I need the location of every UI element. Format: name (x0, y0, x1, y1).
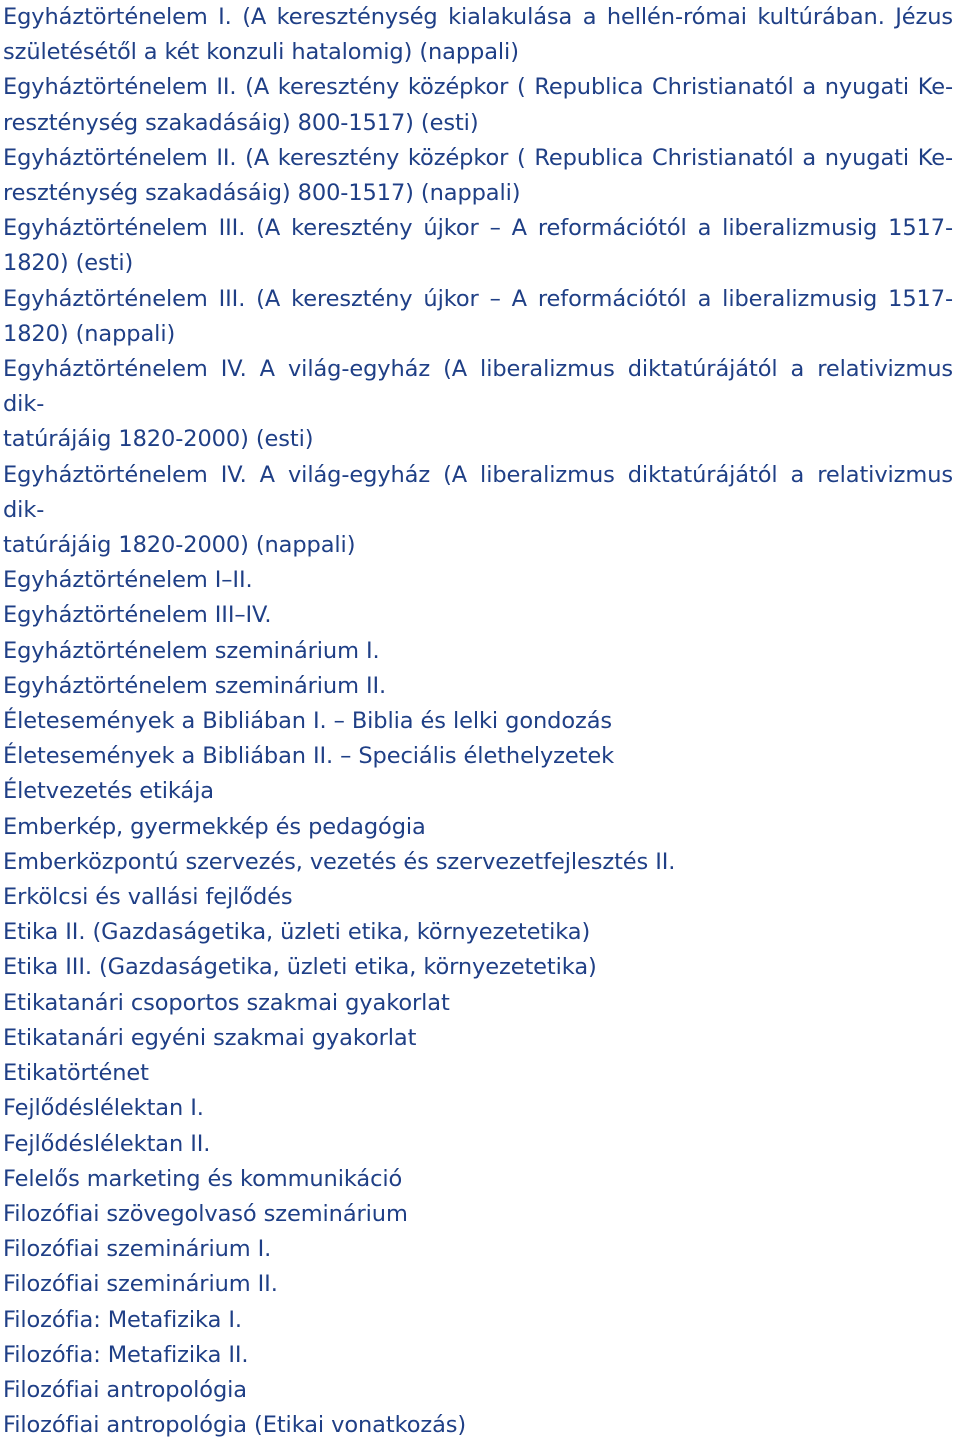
course-entry (3, 1056, 953, 1091)
course-line: Etikatanári csoportos szakmai gyakorlat (3, 989, 450, 1016)
course-line: Életesemények a Bibliában II. – Speciális élethelyzetek (3, 743, 615, 770)
course-entry (3, 1162, 953, 1197)
course-entry (3, 1232, 953, 1267)
course-line: Egyháztörténelem I. (A kereszténység kialakulása a hellén-római kultúrában. Jézus (3, 4, 953, 30)
course-entry (3, 1091, 953, 1126)
course-line: Etika III. (Gazdaságetika, üzleti etika, környezetetika) (3, 954, 597, 981)
course-line: Emberközpontú szervezés, vezetés és szervezetfejlesztés II. (3, 848, 676, 875)
course-entry (3, 634, 953, 669)
course-entry (3, 0, 953, 70)
course-line: Fejlődéslélektan I. (3, 1095, 204, 1122)
course-entry (3, 1338, 953, 1373)
course-line: Egyháztörténelem I–II. (3, 567, 253, 594)
course-line: Etika II. (Gazdaságetika, üzleti etika, környezetetika) (3, 919, 591, 946)
course-line: Egyháztörténelem IV. A világ-egyház (A liberalizmus diktatúrájától a relativizmus dik- (3, 461, 953, 523)
course-entry (3, 282, 953, 352)
course-line: Filozófiai szövegolvasó szeminárium (3, 1200, 408, 1227)
course-line: születésétől a két konzuli hatalomig) (nappali) (3, 39, 519, 66)
course-line: Életesemények a Bibliában I. – Biblia és lelki gondozás (3, 708, 613, 735)
course-entry (3, 845, 953, 880)
course-line: tatúrájáig 1820-2000) (esti) (3, 426, 314, 453)
course-line: Filozófiai szeminárium I. (3, 1236, 272, 1263)
course-line: Egyháztörténelem szeminárium II. (3, 672, 387, 699)
course-entry (3, 774, 953, 809)
course-line: Egyháztörténelem III. (A keresztény újkor – A reformációtól a liberalizmusig 1517- (3, 285, 953, 312)
course-line: 1820) (nappali) (3, 320, 176, 347)
course-line: Filozófia: Metafizika I. (3, 1306, 242, 1333)
course-line: Etikatörténet (3, 1060, 149, 1087)
course-entry (3, 669, 953, 704)
course-entry (3, 70, 953, 140)
course-line: Filozófiai antropológia (Etikai vonatkozás) (3, 1412, 467, 1439)
course-entry (3, 810, 953, 845)
course-line: Filozófiai szeminárium II. (3, 1271, 278, 1298)
course-entry (3, 598, 953, 633)
course-entry (3, 1197, 953, 1232)
course-entry (3, 141, 953, 211)
course-entry (3, 880, 953, 915)
course-entry (3, 1373, 953, 1408)
course-entry (3, 1021, 953, 1056)
course-line: Fejlődéslélektan II. (3, 1130, 211, 1157)
course-entry (3, 352, 953, 458)
course-line: Filozófiai antropológia (3, 1376, 247, 1403)
course-line: Egyháztörténelem szeminárium I. (3, 637, 380, 664)
course-entry (3, 739, 953, 774)
course-entry (3, 1267, 953, 1302)
course-line: Erkölcsi és vallási fejlődés (3, 884, 293, 911)
course-entry (3, 986, 953, 1021)
course-line: Filozófia: Metafizika II. (3, 1341, 249, 1368)
course-entry (3, 458, 953, 564)
course-line: Egyháztörténelem III. (A keresztény újkor – A reformációtól a liberalizmusig 1517- (3, 215, 953, 242)
course-entry (3, 704, 953, 739)
course-entry (3, 915, 953, 950)
course-line: tatúrájáig 1820-2000) (nappali) (3, 532, 356, 559)
course-line: Emberkép, gyermekkép és pedagógia (3, 813, 426, 840)
course-list (3, 0, 953, 1443)
course-entry (3, 1127, 953, 1162)
course-entry (3, 950, 953, 985)
course-line: Egyháztörténelem III–IV. (3, 602, 272, 629)
course-entry (3, 1408, 953, 1443)
course-line: Egyháztörténelem II. (A keresztény középkor ( Republica Christianatól a nyugati Ke- (3, 74, 953, 101)
course-line: reszténység szakadásáig) 800-1517) (nappali) (3, 180, 521, 207)
course-line: reszténység szakadásáig) 800-1517) (esti) (3, 109, 479, 136)
course-line: Életvezetés etikája (3, 778, 214, 805)
course-entry (3, 1303, 953, 1338)
course-entry (3, 211, 953, 281)
course-entry (3, 563, 953, 598)
course-line: Felelős marketing és kommunikáció (3, 1165, 403, 1192)
course-line: Egyháztörténelem II. (A keresztény középkor ( Republica Christianatól a nyugati Ke- (3, 144, 953, 171)
course-line: Etikatanári egyéni szakmai gyakorlat (3, 1024, 417, 1051)
course-line: 1820) (esti) (3, 250, 134, 277)
course-line: Egyháztörténelem IV. A világ-egyház (A liberalizmus diktatúrájától a relativizmus dik- (3, 356, 953, 418)
